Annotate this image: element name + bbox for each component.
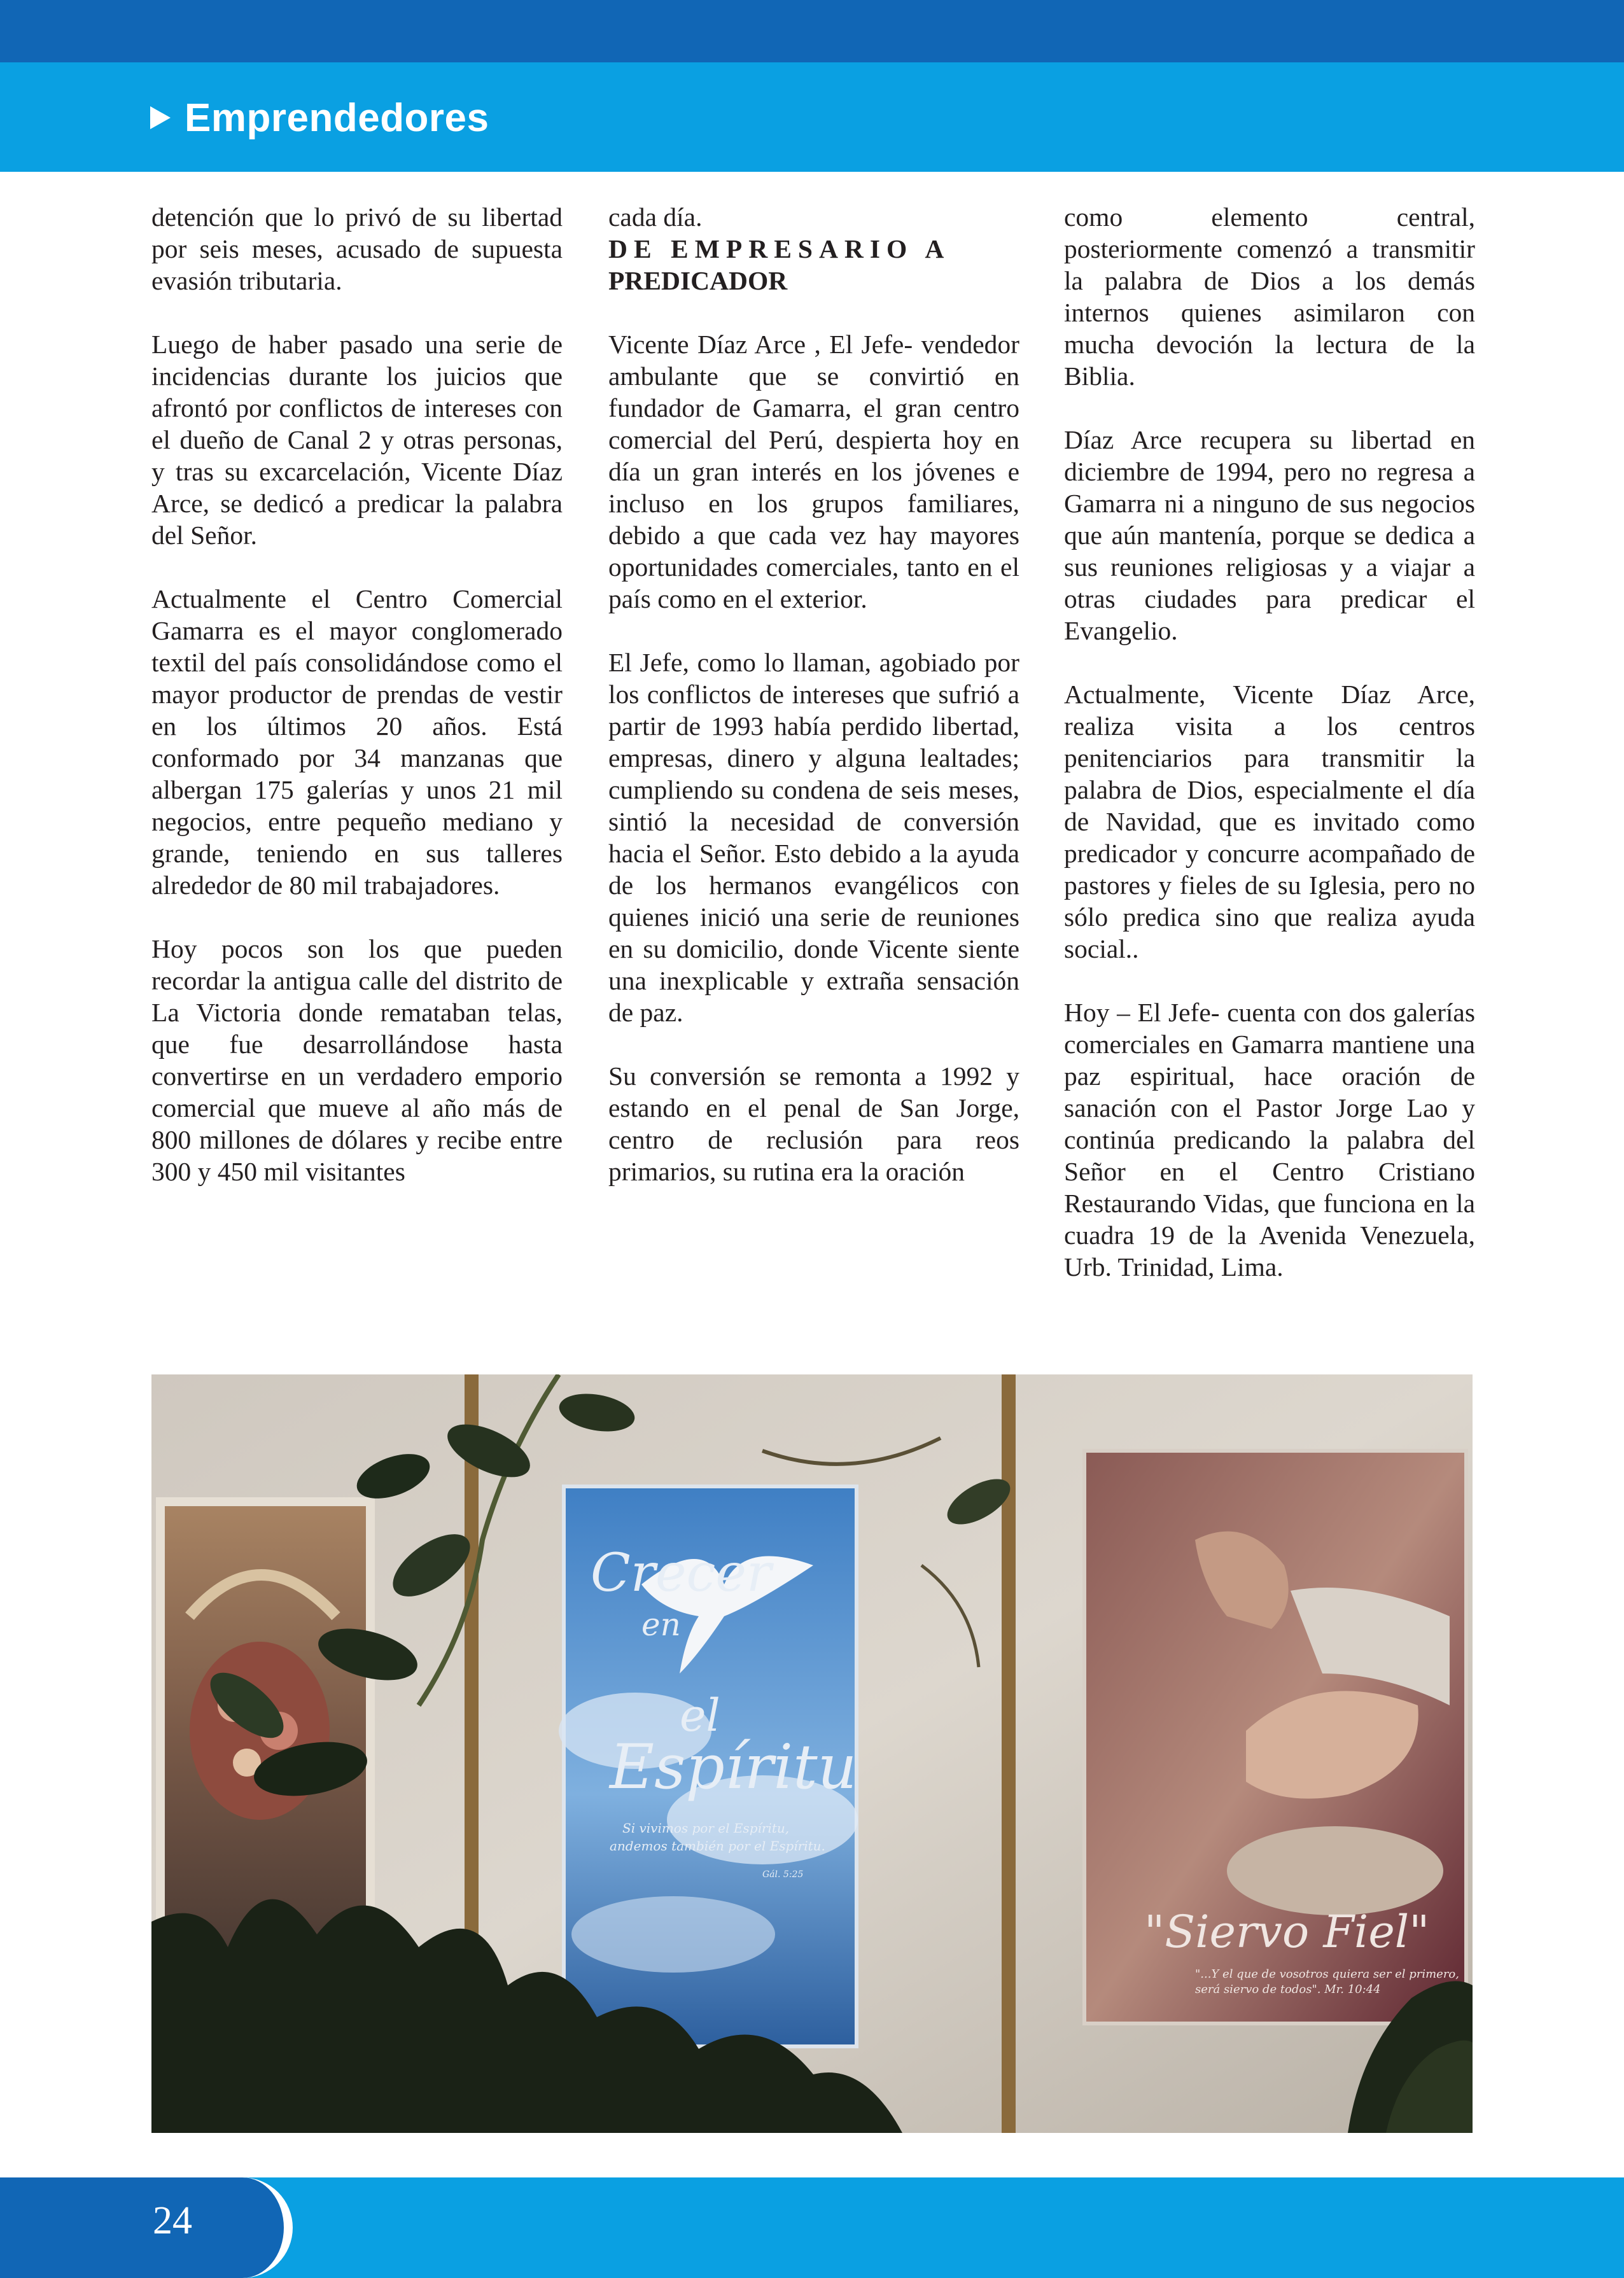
poster-title-line: Crecer bbox=[591, 1543, 772, 1604]
paragraph: Hoy pocos son los que pueden recordar la antigua calle del distrito de La Victoria donde remataban telas, que fue desarrollándose hasta convertirse en un verdadero emporio comercial que mueve al año más de 800 millones de dólares y recibe entre 300 y 450 mil visitantes bbox=[151, 934, 563, 1186]
subheading: DE EMPRESARIO A bbox=[608, 234, 951, 263]
triangle-bullet-icon bbox=[150, 106, 171, 129]
article-column-3 bbox=[1064, 201, 1475, 1315]
paragraph: Luego de haber pasado una serie de incidencias durante los juicios que afrontó por conflictos de intereses con el dueño de Canal 2 y otras personas, y tras su excarcelación, Vicente Díaz Arce, se dedicó a predicar la palabra del Señor. bbox=[151, 330, 563, 550]
poster-title-line: Espíritu bbox=[610, 1731, 857, 1803]
paragraph: como elemento central, posteriormente comenzó a transmitir la palabra de Dios a los demás internos quienes asimilaron con mucha devoción la lectura de la Biblia. bbox=[1064, 202, 1475, 391]
section-title: Emprendedores bbox=[185, 95, 489, 140]
paragraph: El Jefe, como lo llaman, agobiado por los conflictos de intereses que sufrió a partir de 1993 había perdido libertad, empresas, dinero y alguna lealtades; cumpliendo su condena de seis meses, sintió la necesidad de conversión hacia el Señor. Esto debido a la ayuda de los hermanos evangélicos con quienes inició una serie de reuniones en su domicilio, donde Vicente siente una inexplicable y extraña sensación de paz. bbox=[608, 648, 1019, 1027]
poster-title-line: el bbox=[680, 1689, 720, 1742]
poster-title: "Siervo Fiel" bbox=[1144, 1906, 1430, 1958]
subheading-continued: PREDICADOR bbox=[608, 266, 788, 295]
paragraph: Actualmente, Vicente Díaz Arce, realiza visita a los centros penitenciarios para transmitir la palabra de Dios, especialmente el día de Navidad, que es invitado como predicador y concurre acompañado de pastores y fieles de su Iglesia, pero no sólo predica sino que realiza ayuda social.. bbox=[1064, 680, 1475, 963]
paragraph: Vicente Díaz Arce , El Jefe- vendedor ambulante que se convirtió en fundador de Gamarra, el gran centro comercial del Perú, despierta hoy en día un gran interés en los jóvenes e incluso en los grupos familiares, debido a que cada vez hay mayores oportunidades comerciales, tanto en el país como en el exterior. bbox=[608, 330, 1019, 613]
article-column-2 bbox=[608, 201, 1019, 1219]
paragraph: cada día. bbox=[608, 202, 703, 232]
page-number: 24 bbox=[153, 2199, 192, 2242]
poster-verse-line: Si vivimos por el Espíritu, bbox=[622, 1820, 790, 1836]
poster-verse-line: andemos también por el Espíritu. bbox=[610, 1838, 825, 1854]
paragraph: Hoy – El Jefe- cuenta con dos galerías comerciales en Gamarra mantiene una paz espiritual, hace oración de sanación con el Pastor Jorge Lao y continúa predicando la palabra del Señor en el Centro Cristiano Restaurando Vidas, que funciona en la cuadra 19 de la Avenida Venezuela, Urb. Trinidad, Lima. bbox=[1064, 998, 1475, 1282]
top-color-band bbox=[0, 0, 1624, 62]
paragraph: detención que lo privó de su libertad por seis meses, acusado de supuesta evasión tributaria. bbox=[151, 202, 563, 295]
basin bbox=[1227, 1826, 1443, 1915]
section-header bbox=[150, 89, 489, 146]
paragraph: Díaz Arce recupera su libertad en diciembre de 1994, pero no regresa a Gamarra ni a ninguno de sus negocios que aún mantenía, porque se dedica a sus reuniones religiosas y a viajar a otras ciudades para predicar el Evangelio. bbox=[1064, 425, 1475, 645]
article-column-1 bbox=[151, 201, 563, 1219]
paragraph: Actualmente el Centro Comercial Gamarra es el mayor conglomerado textil del país consolidándose como el mayor productor de prendas de vestir en los últimos 20 años. Está conformado por 34 manzanas que albergan 175 galerías y unos 21 mil negocios, entre pequeño mediano y grande, teniendo en sus talleres alrededor de 80 mil trabajadores. bbox=[151, 584, 563, 900]
poster-verse-reference: Gál. 5:25 bbox=[762, 1869, 804, 1880]
poster-title-line: en bbox=[641, 1606, 681, 1643]
church-posters-photo bbox=[151, 1374, 1473, 2133]
poster-verse-line: será siervo de todos". Mr. 10:44 bbox=[1195, 1983, 1381, 1996]
page-number-tab bbox=[0, 2177, 293, 2278]
poster-verse-line: "...Y el que de vosotros quiera ser el primero, bbox=[1195, 1967, 1459, 1981]
cloud bbox=[571, 1896, 775, 1973]
paragraph: Su conversión se remonta a 1992 y estando en el penal de San Jorge, centro de reclusión para reos primarios, su rutina era la oración bbox=[608, 1061, 1019, 1186]
